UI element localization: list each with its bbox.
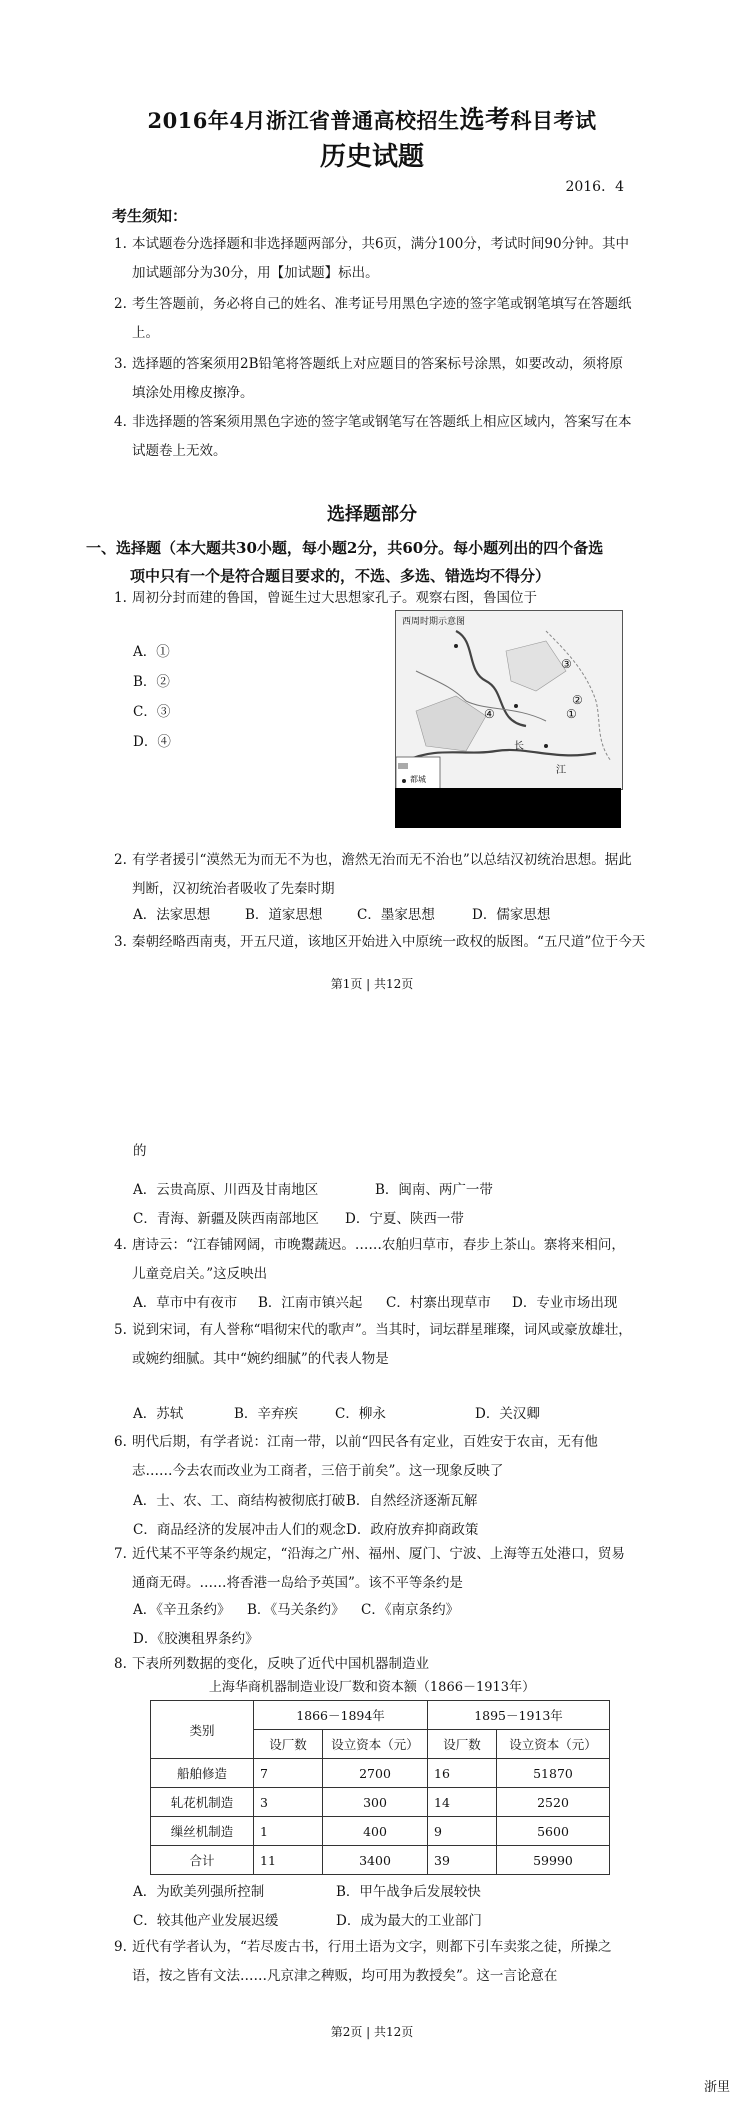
q4-option[interactable]: B．江南市镇兴起 [258, 1295, 363, 1311]
table-cell: 3400 [323, 1846, 428, 1875]
table-cell: 轧花机制造 [151, 1788, 254, 1817]
q3-option[interactable]: B．闽南、两广一带 [375, 1182, 493, 1198]
q3-option[interactable]: A．云贵高原、川西及甘南地区 [133, 1182, 319, 1198]
table-cell: 2520 [497, 1788, 610, 1817]
q2-option[interactable]: B．道家思想 [245, 907, 323, 923]
q5-option[interactable]: D．关汉卿 [475, 1406, 540, 1422]
q2-option[interactable]: C．墨家思想 [357, 907, 435, 923]
q4-option[interactable]: A．草市中有夜市 [133, 1295, 238, 1311]
question-9: 9. 近代有学者认为，“若尽废古书，行用土语为文字，则都下引车卖浆之徒，所操之语，按之皆有文法……凡京津之稗贩，均可用为教授矣”。这一言论意在 [114, 1939, 612, 1984]
q4-option[interactable]: D．专业市场出现 [512, 1295, 618, 1311]
q8-option[interactable]: A．为欧美列强所控制 [133, 1884, 265, 1900]
q2-option[interactable]: A．法家思想 [133, 907, 211, 923]
exam-date: 2016．4 [565, 179, 624, 195]
q8-option[interactable]: C．较其他产业发展迟缓 [133, 1913, 279, 1929]
question-3-continued: 的 [133, 1143, 147, 1159]
map-legend-capital: 都城 [410, 775, 426, 784]
q6-option[interactable]: D．政府放弃抑商政策 [346, 1522, 479, 1538]
notice-heading: 考生须知： [112, 207, 188, 225]
q5-option[interactable]: B．辛弃疾 [234, 1406, 298, 1422]
western-zhou-map [395, 610, 623, 790]
map-marker-3: ③ [561, 657, 572, 671]
question-1: 1. 周初分封而建的鲁国，曾诞生过大思想家孔子。观察右图，鲁国位于 [114, 590, 537, 606]
page-footer-1: 第1页 | 共12页 [330, 977, 414, 991]
table-header: 设立资本（元） [497, 1730, 610, 1759]
q7-option[interactable]: C．《南京条约》 [361, 1602, 460, 1618]
table-cell: 16 [428, 1759, 497, 1788]
question-4: 4. 唐诗云：“江春铺网阔，市晚鬻蔬迟。……农舶归草市，春步上茶山。寨将来相问，儿童竞启关。”这反映出 [114, 1237, 625, 1282]
map-drawing [396, 611, 622, 789]
question-3: 3. 秦朝经略西南夷，开五尺道，该地区开始进入中原统一政权的版图。“五尺道”位于今天 [114, 934, 646, 950]
q7-option[interactable]: B．《马关条约》 [247, 1602, 345, 1618]
q7-option[interactable]: D．《胶澳租界条约》 [133, 1631, 259, 1647]
table-cell: 59990 [497, 1846, 610, 1875]
q1-option[interactable]: B．② [133, 674, 170, 690]
q8-option[interactable]: B．甲午战争后发展较快 [336, 1884, 481, 1900]
table-cell: 5600 [497, 1817, 610, 1846]
table-cell: 51870 [497, 1759, 610, 1788]
question-6: 6. 明代后期，有学者说：江南一带，以前“四民各有定业，百姓安于农亩，无有他志……今去农而改业为工商者，三倍于前矣”。这一现象反映了 [114, 1434, 598, 1479]
notice-item: 4. 非选择题的答案须用黑色字迹的签字笔或钢笔写在答题纸上相应区域内，答案写在本试题卷上无效。 [114, 414, 632, 459]
exam-subtitle: 历史试题 [319, 142, 424, 172]
table-cell: 39 [428, 1846, 497, 1875]
map-marker-4: ④ [484, 707, 495, 721]
table-cell: 3 [254, 1788, 323, 1817]
q1-option[interactable]: C．③ [133, 704, 171, 720]
q6-option[interactable]: A．士、农、工、商结构被彻底打破 [133, 1493, 346, 1509]
question-5: 5. 说到宋词，有人誉称“唱彻宋代的歌声”。当其时，词坛群星璀璨，词风或豪放雄壮，或婉约细腻。其中“婉约细腻”的代表人物是 [114, 1322, 632, 1367]
q6-option[interactable]: B．自然经济逐渐瓦解 [346, 1493, 478, 1509]
q5-option[interactable]: C．柳永 [335, 1406, 386, 1422]
table-header: 1895－1913年 [428, 1701, 610, 1730]
table-cell: 300 [323, 1788, 428, 1817]
table-caption: 上海华商机器制造业设厂数和资本额（1866－1913年） [208, 1680, 536, 1695]
table-cell: 1 [254, 1817, 323, 1846]
question-8: 8. 下表所列数据的变化，反映了近代中国机器制造业 [114, 1656, 429, 1672]
redaction-block [395, 788, 621, 828]
notice-item: 3. 选择题的答案须用2B铅笔将答题纸上对应题目的答案标号涂黑，如要改动，须将原填涂处用橡皮擦净。 [114, 356, 624, 401]
table-header: 类别 [151, 1701, 254, 1759]
table-cell: 合计 [151, 1846, 254, 1875]
map-marker-1: ① [566, 707, 577, 721]
table-cell: 9 [428, 1817, 497, 1846]
table-cell: 船舶修造 [151, 1759, 254, 1788]
q2-option[interactable]: D．儒家思想 [472, 907, 551, 923]
q3-option[interactable]: C．青海、新疆及陕西南部地区 [133, 1211, 319, 1227]
q3-option[interactable]: D．宁夏、陕西一带 [345, 1211, 464, 1227]
corner-watermark: 浙里 [703, 2080, 730, 2095]
table-cell: 11 [254, 1846, 323, 1875]
question-7: 7. 近代某不平等条约规定，“沿海之广州、福州、厦门、宁波、上海等五处港口，贸易通商无碍。……将香港一岛给予英国”。该不平等条约是 [114, 1546, 625, 1591]
table-row [151, 1846, 610, 1875]
notice-item: 1. 本试题卷分选择题和非选择题两部分，共6页，满分100分，考试时间90分钟。其中加试题部分为30分，用【加试题】标出。 [114, 236, 630, 281]
question-2: 2. 有学者援引“漠然无为而无不为也，澹然无治而无不治也”以总结汉初统治思想。据此判断，汉初统治者吸收了先秦时期 [114, 852, 632, 897]
table-row [151, 1817, 610, 1846]
table-cell: 缫丝机制造 [151, 1817, 254, 1846]
map-marker-2: ② [572, 693, 583, 707]
q1-option[interactable]: D．④ [133, 734, 171, 750]
q7-option[interactable]: A．《辛丑条约》 [133, 1602, 231, 1618]
table-header: 设厂数 [254, 1730, 323, 1759]
map-river-label: 江 [556, 765, 566, 776]
table-cell: 400 [323, 1817, 428, 1846]
q1-option[interactable]: A．① [133, 644, 170, 660]
q8-option[interactable]: D．成为最大的工业部门 [336, 1913, 482, 1929]
table-row [151, 1788, 610, 1817]
table-row [151, 1759, 610, 1788]
exam-title: 2016年4月浙江省普通高校招生选考科目考试 [147, 105, 597, 134]
table-header: 设立资本（元） [323, 1730, 428, 1759]
q6-option[interactable]: C．商品经济的发展冲击人们的观念 [133, 1522, 346, 1538]
table-header: 1866－1894年 [254, 1701, 428, 1730]
table-cell: 2700 [323, 1759, 428, 1788]
table-header: 设厂数 [428, 1730, 497, 1759]
map-river-label: 长 [514, 741, 524, 752]
table-cell: 14 [428, 1788, 497, 1817]
part-heading: 一、选择题（本大题共30小题，每小题2分，共60分。每小题列出的四个备选 项中只有一个是符合题目要求的，不选、多选、错选均不得分） [86, 539, 604, 585]
table-cell: 7 [254, 1759, 323, 1788]
q4-option[interactable]: C．村寨出现草市 [386, 1295, 491, 1311]
data-table [150, 1700, 610, 1875]
q5-option[interactable]: A．苏轼 [133, 1406, 184, 1422]
section-title: 选择题部分 [327, 504, 417, 525]
notice-item: 2. 考生答题前，务必将自己的姓名、准考证号用黑色字迹的签字笔或钢笔填写在答题纸上。 [114, 296, 632, 341]
page-footer-2: 第2页 | 共12页 [330, 2025, 414, 2039]
map-title: 西周时期示意图 [402, 617, 466, 627]
